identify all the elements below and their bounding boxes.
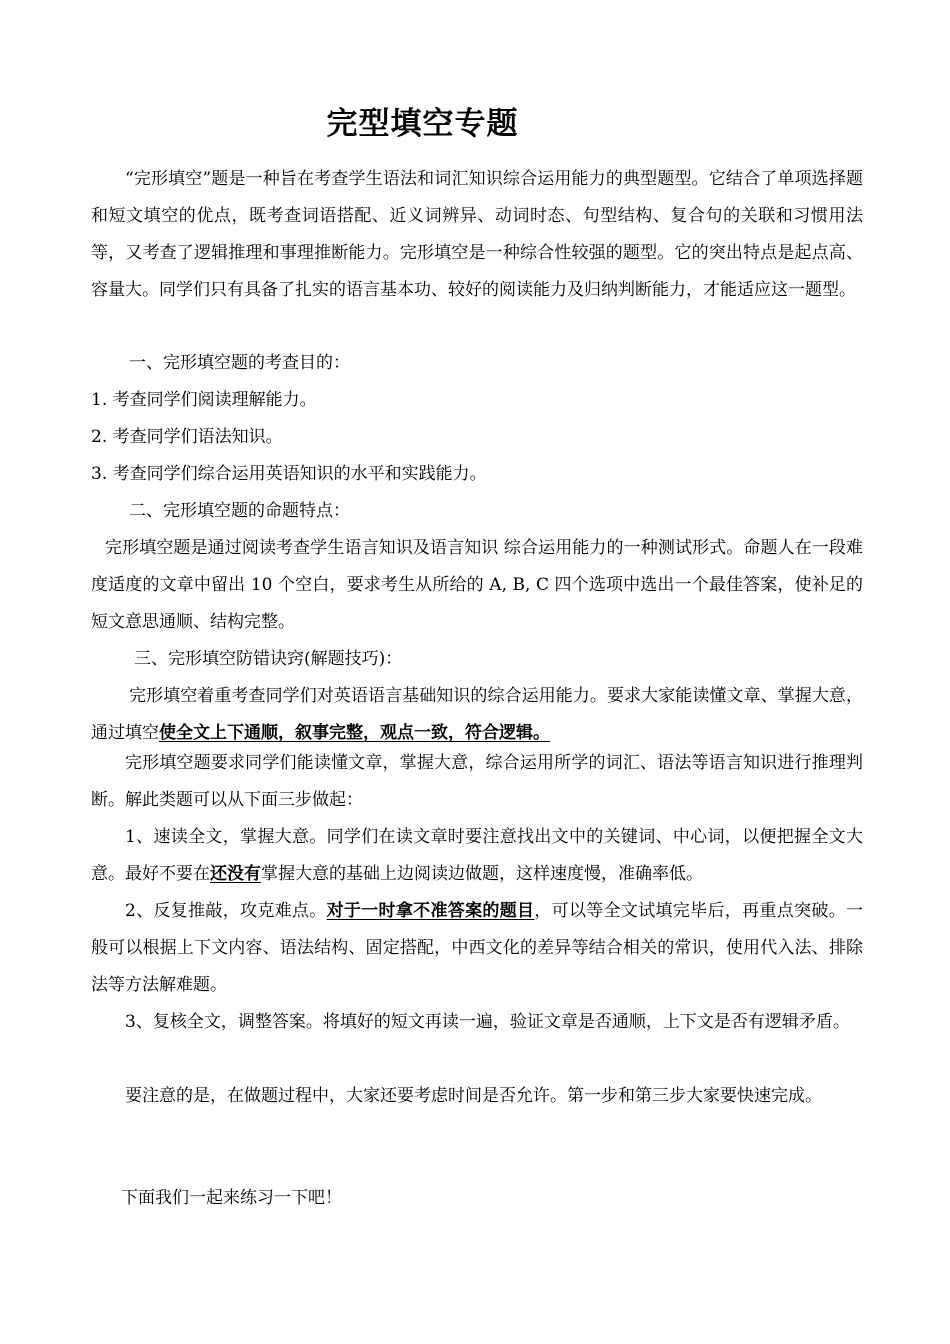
section3-p1-text: 完形填空着重考查同学们对英语语言基础知识的综合运用能力。要求大家能读懂文章、掌握大意，通过填空 [91,686,863,743]
page-title: 完型填空专题 [326,106,519,142]
step-2-text-cont: ，可以等全文试填完毕后，再重点突破。一般可以根据上下文内容、语法结构、固定搭配，中西文化的差异等结合相关的常识，使用代入法、排除法等方法解难题。 [91,901,864,995]
step-2-emphasis: 对于一时拿不准答案的题目 [326,901,535,921]
closing-line: 下面我们一起来练习一下吧！ [121,1188,342,1208]
step-2-paragraph [91,893,863,1004]
step-3-paragraph: 3、复核全文，调整答案。将填好的短文再读一遍，验证文章是否通顺，上下文是否有逻辑矛盾。 [125,1012,850,1032]
step-1-paragraph [91,819,863,893]
step-1-text-cont: 掌握大意的基础上边阅读边做题，这样速度慢，准确率低。 [261,864,703,884]
section1-heading: 一、完形填空题的考查目的： [129,353,350,373]
section2-heading: 二、完形填空题的命题特点： [129,501,350,521]
step-1-text: 1、速读全文，掌握大意。同学们在读文章时要注意找出文中的关键词、中心词，以便把握全文大意。最好不要在 [91,827,863,884]
section3-paragraph-1 [91,678,863,752]
step-1-emphasis: 还没有 [210,864,261,884]
section3-heading: 三、完形填空防错诀窍(解题技巧)： [134,649,403,669]
section3-p1-emphasis: 使全文上下通顺，叙事完整，观点一致，符合逻辑。 [159,723,550,743]
note-paragraph: 要注意的是，在做题过程中，大家还要考虑时间是否允许。第一步和第三步大家要快速完成。 [125,1086,822,1106]
section3-paragraph-2: 完形填空题要求同学们能读懂文章，掌握大意，综合运用所学的词汇、语法等语言知识进行推理判断。解此类题可以从下面三步做起： [91,753,863,810]
step-2-text: 2、反复推敲，攻克难点。 [125,901,327,921]
intro-paragraph: “完形填空”题是一种旨在考查学生语法和词汇知识综合运用能力的典型题型。它结合了单项选择题和短文填空的优点，既考查词语搭配、近义词辨异、动词时态、句型结构、复合句的关联和习惯用法等，又考查了逻辑推理和事理推断能力。完形填空是一种综合性较强的题型。它的突出特点是起点高、容量大。同学们只有具备了扎实的语言基本功、较好的阅读能力及归纳判断能力，才能适应这一题型。 [91,169,863,300]
section1-item-3: 3. 考查同学们综合运用英语知识的水平和实践能力。 [91,464,487,484]
section1-item-2: 2. 考查同学们语法知识。 [91,427,283,447]
section1-item-1: 1. 考查同学们阅读理解能力。 [91,390,317,410]
section2-body: 完形填空题是通过阅读考查学生语言知识及语言知识 综合运用能力的一种测试形式。命题人在一段难度适度的文章中留出 10 个空白，要求考生从所给的 A, B, C 四个选项中选出一个最佳答案，使补足的短文意思通顺、结构完整。 [91,538,863,632]
